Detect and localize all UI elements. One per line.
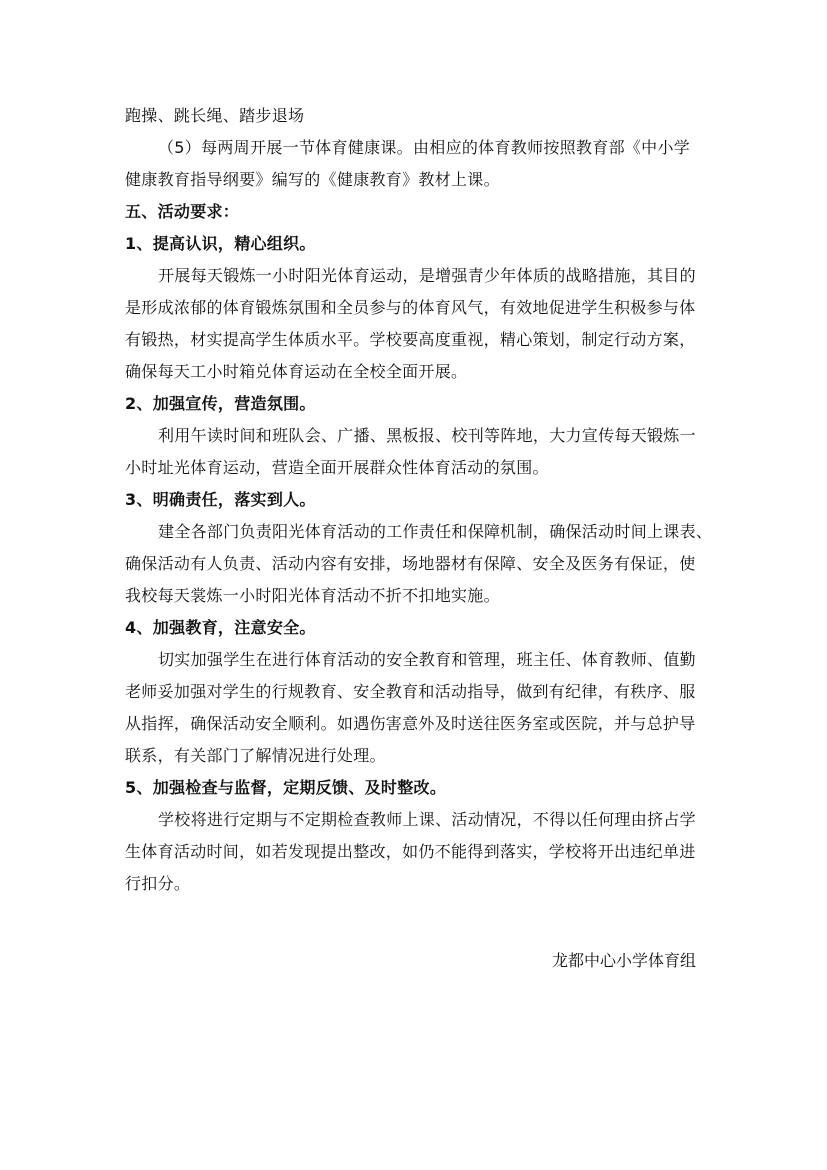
text-line: 生体育活动时间，如若发现提出整改，如仍不能得到落实，学校将开出违纪单进	[125, 842, 696, 861]
text-line: 小时址光体育运动，营造全面开展群众性体育活动的氛围。	[125, 458, 549, 477]
text-line: 是形成浓郁的体育锻炼氛围和全员参与的体育风气，有效地促进学生积极参与体	[125, 298, 696, 317]
text-line: （5）每两周开展一节体育健康课。由相应的体育教师按照教育部《中小学	[158, 138, 691, 157]
text-line: 确保活动有人负责、活动内容有安排，场地器材有保障、安全及医务有保证，使	[125, 554, 696, 573]
text-line: 行扣分。	[125, 874, 191, 893]
text-line: 切实加强学生在进行体育活动的安全教育和管理，班主任、体育教师、值勤	[158, 650, 696, 669]
document-body	[125, 100, 713, 900]
section-heading: 五、活动要求：	[125, 202, 240, 221]
subsection-heading: 4、加强教育，注意安全。	[125, 618, 316, 637]
subsection-heading: 5、加强检查与监督，定期反馈、及时整改。	[125, 778, 447, 797]
text-line: 从指挥，确保活动安全顺利。如遇伤害意外及时送往医务室或医院，并与总护导	[125, 714, 696, 733]
subsection-heading: 2、加强宣传，营造氛围。	[125, 394, 316, 413]
text-line: 跑操、跳长绳、踏步退场	[125, 106, 305, 125]
text-line: 利用午读时间和班队会、广播、黑板报、校刊等阵地，大力宣传每天锻炼一	[158, 426, 696, 445]
text-line: 联系，有关部门了解情况进行处理。	[125, 746, 386, 765]
subsection-heading: 3、明确责任，落实到人。	[125, 490, 316, 509]
text-line: 我校每天裳炼一小时阳光体育活动不折不扣地实施。	[125, 586, 500, 605]
text-line: 建全各部门负责阳光体育活动的工作责任和保障机制，确保活动时间上课表、	[158, 522, 713, 541]
text-line: 老师妥加强对学生的行规教育、安全教育和活动指导，做到有纪律，有秩序、服	[125, 682, 696, 701]
text-line: 有锻热，材实提高学生体质水平。学校要高度重视，精心策划，制定行动方案，	[125, 330, 696, 349]
text-line: 开展每天锻炼一小时阳光体育运动，是增强青少年体质的战略措施，其目的	[158, 266, 696, 285]
text-line: 学校将进行定期与不定期检查教师上课、活动情况，不得以任何理由挤占学	[158, 810, 696, 829]
text-line: 健康教育指导纲要》编写的《健康教育》教材上课。	[125, 170, 500, 189]
subsection-heading: 1、提高认识，精心组织。	[125, 234, 316, 253]
text-line: 确保每天工小时箱兑体育运动在全校全面开展。	[125, 362, 468, 381]
document-signature: 龙都中心小学体育组	[552, 951, 697, 970]
